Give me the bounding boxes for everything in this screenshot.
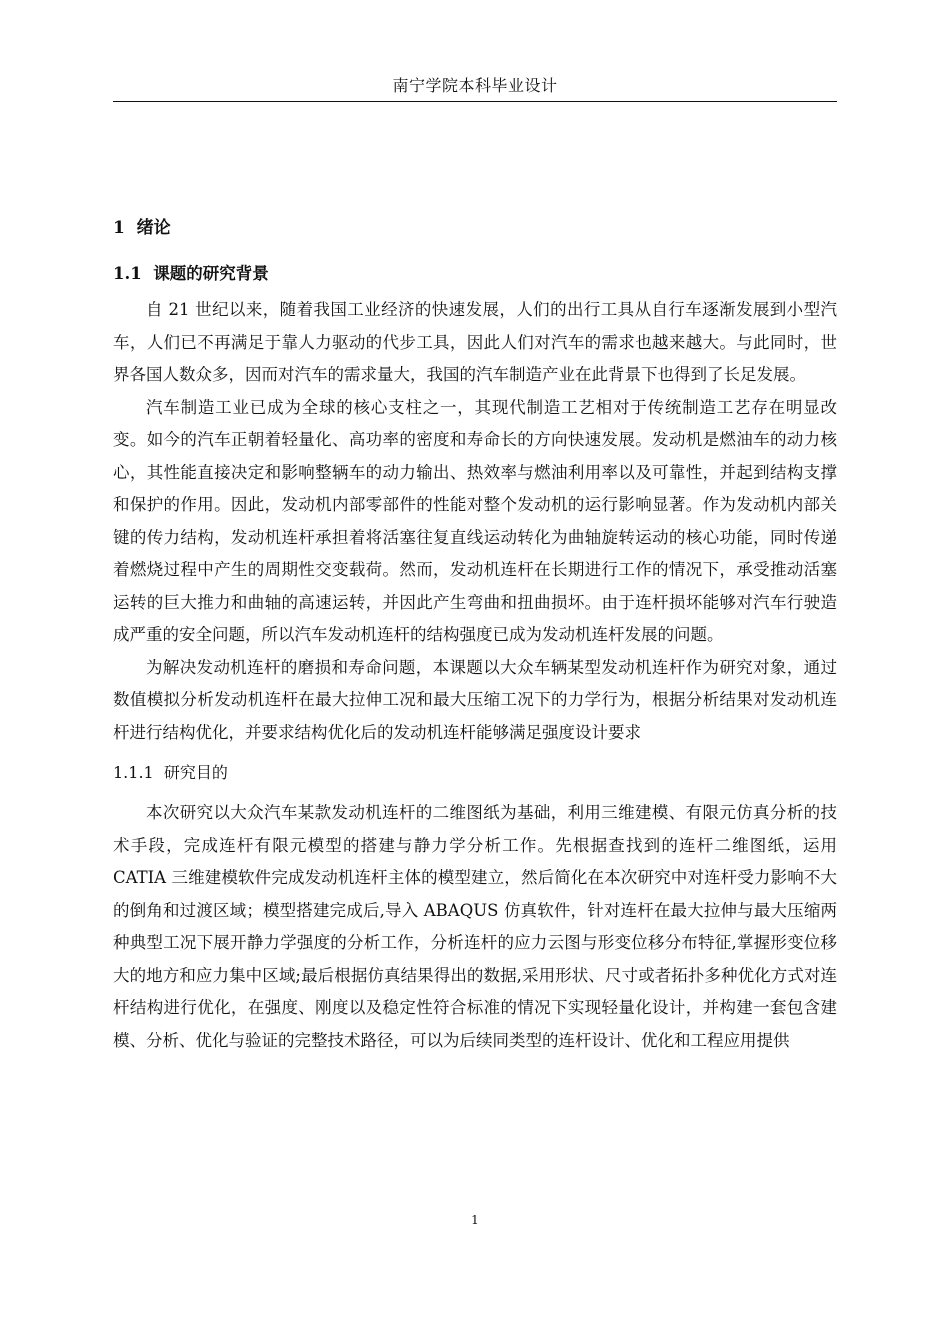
page-number: 1: [471, 1213, 479, 1227]
body-paragraph: 汽车制造工业已成为全球的核心支柱之一，其现代制造工艺相对于传统制造工艺存在明显改变。如今的汽车正朝着轻量化、高功率的密度和寿命长的方向快速发展。发动机是燃油车的动力核心，其性能直接决定和影响整辆车的动力输出、热效率与燃油利用率以及可靠性，并起到结构支撑和保护的作用。因此，发动机内部零部件的性能对整个发动机的运行影响显著。作为发动机内部关键的传力结构，发动机连杆承担着将活塞往复直线运动转化为曲轴旋转运动的核心功能，同时传递着燃烧过程中产生的周期性交变载荷。然而，发动机连杆在长期进行工作的情况下，承受推动活塞运转的巨大推力和曲轴的高速运转，并因此产生弯曲和扭曲损坏。由于连杆损坏能够对汽车行驶造成严重的安全问题，所以汽车发动机连杆的结构强度已成为发动机连杆发展的问题。: [113, 397, 837, 644]
body-paragraph: 为解决发动机连杆的磨损和寿命问题，本课题以大众车辆某型发动机连杆作为研究对象，通过数值模拟分析发动机连杆在最大拉伸工况和最大压缩工况下的力学行为，根据分析结果对发动机连杆进行结构优化，并要求结构优化后的发动机连杆能够满足强度设计要求: [113, 657, 837, 742]
chapter-heading: 1 绪论: [113, 218, 171, 238]
body-paragraph: 自 21 世纪以来，随着我国工业经济的快速发展，人们的出行工具从自行车逐渐发展到小型汽车，人们已不再满足于靠人力驱动的代步工具，因此人们对汽车的需求也越来越大。与此同时，世界各国人数众多，因而对汽车的需求量大，我国的汽车制造产业在此背景下也得到了长足发展。: [113, 300, 837, 384]
section-heading: 1.1 课题的研究背景: [113, 264, 269, 283]
subsection-heading: 1.1.1 研究目的: [113, 763, 228, 782]
header-rule: [113, 101, 837, 102]
document-body: [113, 214, 837, 1057]
body-paragraph: 本次研究以大众汽车某款发动机连杆的二维图纸为基础，利用三维建模、有限元仿真分析的技术手段，完成连杆有限元模型的搭建与静力学分析工作。先根据查找到的连杆二维图纸，运用 CATIA 三维建模软件完成发动机连杆主体的模型建立，然后简化在本次研究中对连杆受力影响不大的倒角和过渡区域；模型搭建完成后,导入 ABAQUS 仿真软件，针对连杆在最大拉伸与最大压缩两种典型工况下展开静力学强度的分析工作，分析连杆的应力云图与形变位移分布特征,掌握形变位移大的地方和应力集中区域;最后根据仿真结果得出的数据,采用形状、尺寸或者拓扑多种优化方式对连杆结构进行优化，在强度、刚度以及稳定性符合标准的情况下实现轻量化设计，并构建一套包含建模、分析、优化与验证的完整技术路径，可以为后续同类型的连杆设计、优化和工程应用提供: [113, 803, 837, 1050]
running-header: 南宁学院本科毕业设计: [392, 76, 558, 95]
